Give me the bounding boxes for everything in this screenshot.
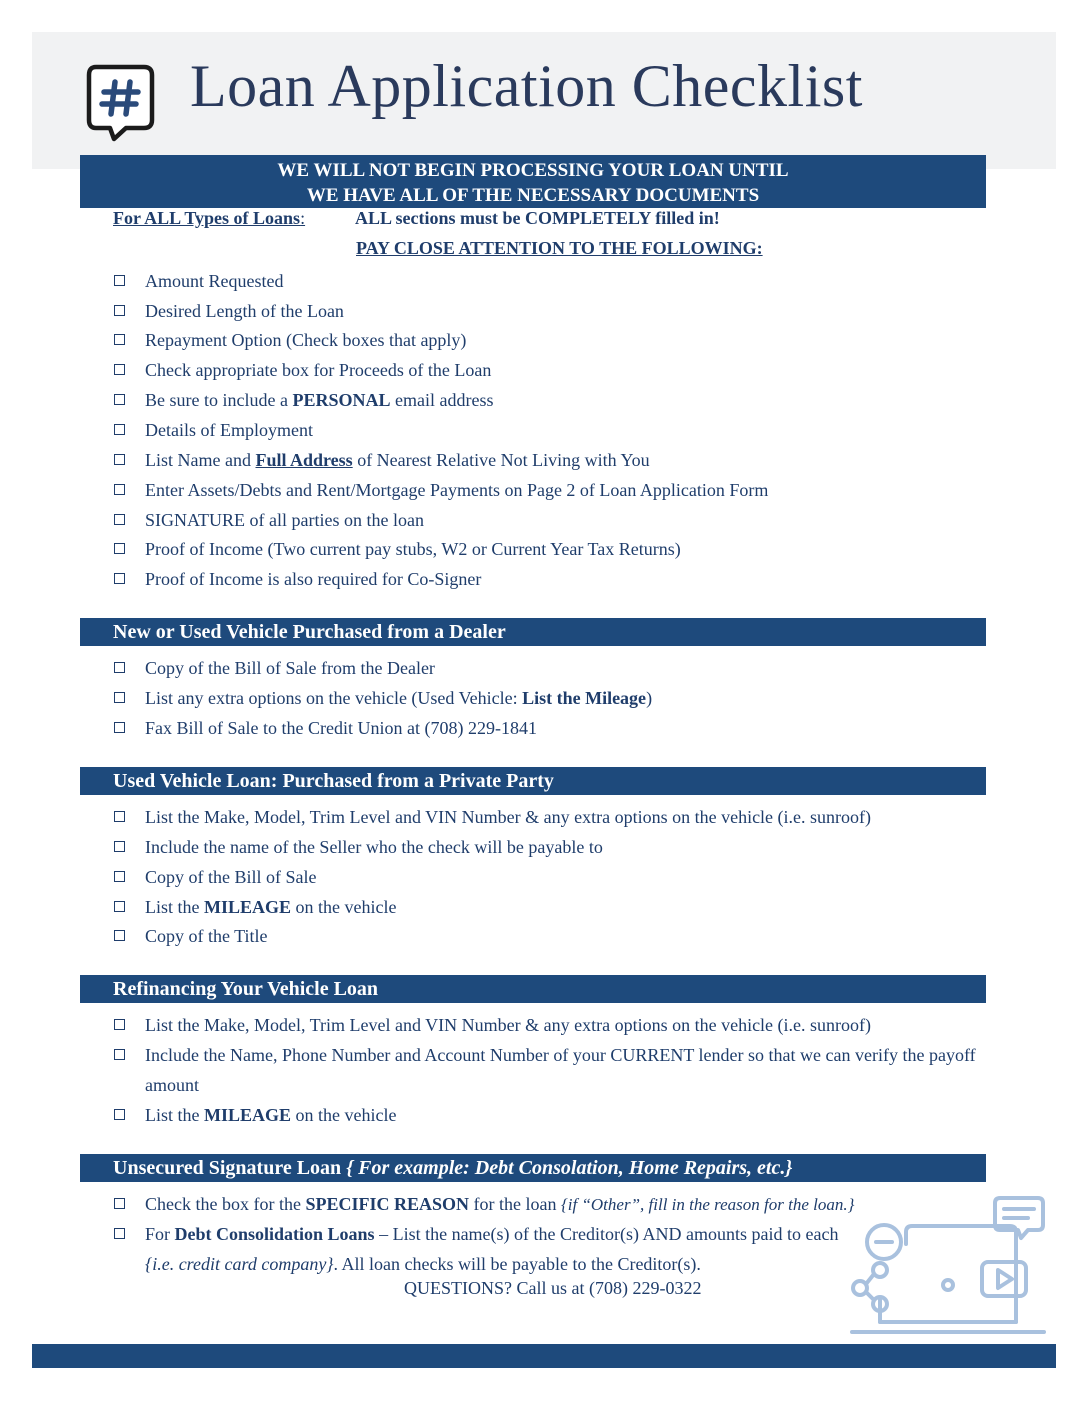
checklist-item: List the MILEAGE on the vehicle xyxy=(114,892,1034,922)
section-heading-dealer: New or Used Vehicle Purchased from a Dealer xyxy=(80,618,986,646)
checklist-item: Proof of Income is also required for Co-Signer xyxy=(114,564,1034,594)
checklist-item: Enter Assets/Debts and Rent/Mortgage Payments on Page 2 of Loan Application Form xyxy=(114,475,1034,505)
checklist-item: List Name and Full Address of Nearest Relative Not Living with You xyxy=(114,445,1034,475)
checkbox[interactable] xyxy=(114,841,125,852)
hashtag-chat-icon xyxy=(86,64,156,142)
checklist-item: Copy of the Bill of Sale from the Dealer xyxy=(114,653,1034,683)
checkbox[interactable] xyxy=(114,305,125,316)
laptop-social-media-icon xyxy=(838,1192,1050,1342)
checklist-item: Check appropriate box for Proceeds of the Loan xyxy=(114,355,1034,385)
checklist-item: Repayment Option (Check boxes that apply) xyxy=(114,325,1034,355)
intro-subheading: PAY CLOSE ATTENTION TO THE FOLLOWING: xyxy=(356,238,763,258)
checklist-item: List any extra options on the vehicle (Used Vehicle: List the Mileage) xyxy=(114,683,1034,713)
notice-banner xyxy=(80,155,986,208)
checkbox[interactable] xyxy=(114,901,125,912)
checklist-item: Include the Name, Phone Number and Account Number of your CURRENT lender so that we can verify the payoff amount xyxy=(114,1040,1014,1100)
checklist-item: Proof of Income (Two current pay stubs, W2 or Current Year Tax Returns) xyxy=(114,534,1034,564)
checkbox[interactable] xyxy=(114,1228,125,1239)
checkbox[interactable] xyxy=(114,573,125,584)
checkbox[interactable] xyxy=(114,811,125,822)
checklist-item: List the MILEAGE on the vehicle xyxy=(114,1100,1034,1130)
checkbox[interactable] xyxy=(114,543,125,554)
footer-bar xyxy=(32,1344,1056,1368)
checkbox[interactable] xyxy=(114,1019,125,1030)
checklist-item: Copy of the Bill of Sale xyxy=(114,862,1034,892)
checklist-item: Details of Employment xyxy=(114,415,1034,445)
checklist-item: Be sure to include a PERSONAL email address xyxy=(114,385,1034,415)
checklist-item: Include the name of the Seller who the check will be payable to xyxy=(114,832,1034,862)
page-title: Loan Application Checklist xyxy=(190,53,863,119)
section-heading-private-party: Used Vehicle Loan: Purchased from a Private Party xyxy=(80,767,986,795)
checklist-item: List the Make, Model, Trim Level and VIN Number & any extra options on the vehicle (i.e. sunroof) xyxy=(114,1010,1034,1040)
checkbox[interactable] xyxy=(114,930,125,941)
checkbox[interactable] xyxy=(114,722,125,733)
checklist-item: Desired Length of the Loan xyxy=(114,296,1034,326)
checkbox[interactable] xyxy=(114,275,125,286)
checkbox[interactable] xyxy=(114,662,125,673)
intro-text: ALL sections must be COMPLETELY filled in! xyxy=(355,208,720,228)
checkbox[interactable] xyxy=(114,1049,125,1060)
questions-contact: QUESTIONS? Call us at (708) 229-0322 xyxy=(404,1278,702,1298)
checklist-item: For Debt Consolidation Loans – List the name(s) of the Creditor(s) AND amounts paid to each {i.e. credit card company}. All loan checks will be payable to the Creditor(s). xyxy=(114,1219,1034,1279)
checklist-item: Fax Bill of Sale to the Credit Union at (708) 229-1841 xyxy=(114,713,1034,743)
checkbox[interactable] xyxy=(114,871,125,882)
checkbox[interactable] xyxy=(114,364,125,375)
checklist-item: Copy of the Title xyxy=(114,921,1034,951)
checkbox[interactable] xyxy=(114,1198,125,1209)
section-heading-refinancing: Refinancing Your Vehicle Loan xyxy=(80,975,986,1003)
section-heading-unsecured: Unsecured Signature Loan { For example: Debt Consolation, Home Repairs, etc.} xyxy=(80,1154,986,1182)
notice-line-1: WE WILL NOT BEGIN PROCESSING YOUR LOAN UNTIL xyxy=(277,160,789,181)
checkbox[interactable] xyxy=(114,484,125,495)
checkbox[interactable] xyxy=(114,424,125,435)
checkbox[interactable] xyxy=(114,394,125,405)
checkbox[interactable] xyxy=(114,454,125,465)
checklist-item: Check the box for the SPECIFIC REASON for the loan {if “Other”, fill in the reason for the loan.} xyxy=(114,1189,1034,1220)
intro-label: For ALL Types of Loans: xyxy=(113,208,306,228)
notice-line-2: WE HAVE ALL OF THE NECESSARY DOCUMENTS xyxy=(306,185,760,206)
checkbox[interactable] xyxy=(114,514,125,525)
checklist-item: SIGNATURE of all parties on the loan xyxy=(114,505,1034,535)
checkbox[interactable] xyxy=(114,1109,125,1120)
checklist-item: Amount Requested xyxy=(114,266,1034,296)
checklist-item: List the Make, Model, Trim Level and VIN Number & any extra options on the vehicle (i.e. sunroof) xyxy=(114,802,1034,832)
checkbox[interactable] xyxy=(114,692,125,703)
checkbox[interactable] xyxy=(114,334,125,345)
